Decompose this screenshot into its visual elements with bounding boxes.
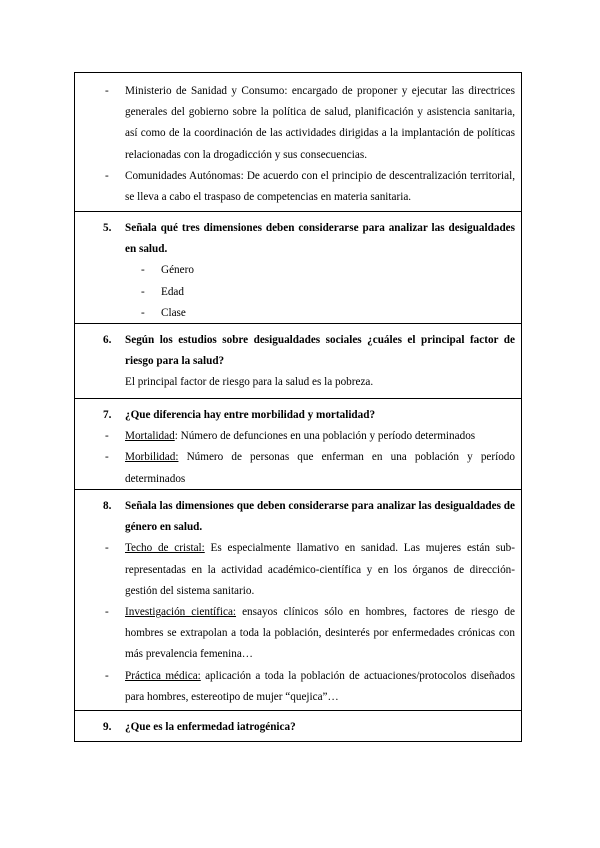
question-heading xyxy=(81,496,515,538)
question-heading xyxy=(81,218,515,260)
item-text: Es especialmente llamativo en sanidad. Las mujeres están sub-representadas en la actividad académico-científica y en los órganos de dirección-gestión del sistema sanitario. xyxy=(125,542,515,597)
bullet-dash: - xyxy=(105,430,109,443)
question-heading xyxy=(81,405,515,426)
section-question-6 xyxy=(75,324,521,399)
bullet-dash: - xyxy=(105,451,109,464)
item-text: Clase xyxy=(161,306,186,319)
item-text: Edad xyxy=(161,285,184,298)
list-item xyxy=(81,166,515,208)
bullet-dash: - xyxy=(141,285,145,298)
item-text: Ministerio de Sanidad y Consumo: encargado de proponer y ejecutar las directrices generales del gobierno sobre la política de salud, planificación y asistencia sanitaria, así como de la coordinación de las actividades dirigidas a la implantación de políticas relacionadas con la drogadicción y sus consecuencias. xyxy=(125,85,515,161)
question-number: 7. xyxy=(103,409,112,421)
section-question-9 xyxy=(75,711,521,741)
list-item xyxy=(81,81,515,166)
term-label: Investigación científica: xyxy=(125,606,237,619)
bullet-dash: - xyxy=(141,264,145,277)
list-item xyxy=(81,303,515,324)
question-number: 5. xyxy=(103,222,112,234)
item-text: Género xyxy=(161,264,194,277)
list-item xyxy=(81,602,515,666)
list-item xyxy=(81,538,515,602)
term-label: Morbilidad: xyxy=(125,451,179,464)
question-heading xyxy=(81,717,515,738)
term-label: Práctica médica: xyxy=(125,669,201,682)
section-question-8 xyxy=(75,490,521,711)
answer-text: El principal factor de riesgo para la salud es la pobreza. xyxy=(125,376,374,389)
item-text: Número de personas que enferman en una población y período determinados xyxy=(125,451,515,485)
question-number: 6. xyxy=(103,334,112,346)
question-number: 8. xyxy=(103,500,112,512)
question-text: ¿Que es la enfermedad iatrogénica? xyxy=(125,721,296,733)
term-label: Techo de cristal: xyxy=(125,542,205,555)
question-text: Según los estudios sobre desigualdades sociales ¿cuáles el principal factor de riesgo para la salud? xyxy=(125,334,515,368)
question-text: Señala qué tres dimensiones deben considerarse para analizar las desigualdades en salud. xyxy=(125,222,515,256)
item-text: ensayos clínicos sólo en hombres, factores de riesgo de hombres se extrapolan a toda la población, desinterés por enfermedades crónicas con más prevalencia femenina… xyxy=(125,606,515,661)
bullet-dash: - xyxy=(105,542,109,555)
list-item xyxy=(81,426,515,447)
bullet-dash: - xyxy=(105,169,109,182)
list-item xyxy=(81,666,515,708)
bullet-dash: - xyxy=(141,306,145,319)
item-text: : Número de defunciones en una población y período determinados xyxy=(174,430,476,443)
section-ministerio xyxy=(75,73,521,212)
list-item xyxy=(81,447,515,489)
section-question-7 xyxy=(75,399,521,490)
question-text: ¿Que diferencia hay entre morbilidad y mortalidad? xyxy=(125,409,376,421)
list-item xyxy=(81,260,515,281)
bullet-dash: - xyxy=(105,606,109,619)
question-number: 9. xyxy=(103,721,112,733)
question-heading xyxy=(81,330,515,372)
bullet-dash: - xyxy=(105,85,109,97)
item-text: Comunidades Autónomas: De acuerdo con el principio de descentralización territorial, se lleva a cabo el traspaso de competencias en materia sanitaria. xyxy=(125,169,515,204)
question-text: Señala las dimensiones que deben considerarse para analizar las desigualdades de género en salud. xyxy=(125,500,515,534)
qa-table xyxy=(74,72,522,742)
term-label: Mortalidad xyxy=(125,430,175,443)
list-item xyxy=(81,282,515,303)
section-question-5 xyxy=(75,212,521,324)
bullet-dash: - xyxy=(105,669,109,682)
item-text: aplicación a toda la población de actuaciones/protocolos diseñados para hombres, estereotipo de mujer “quejica”… xyxy=(125,669,515,703)
